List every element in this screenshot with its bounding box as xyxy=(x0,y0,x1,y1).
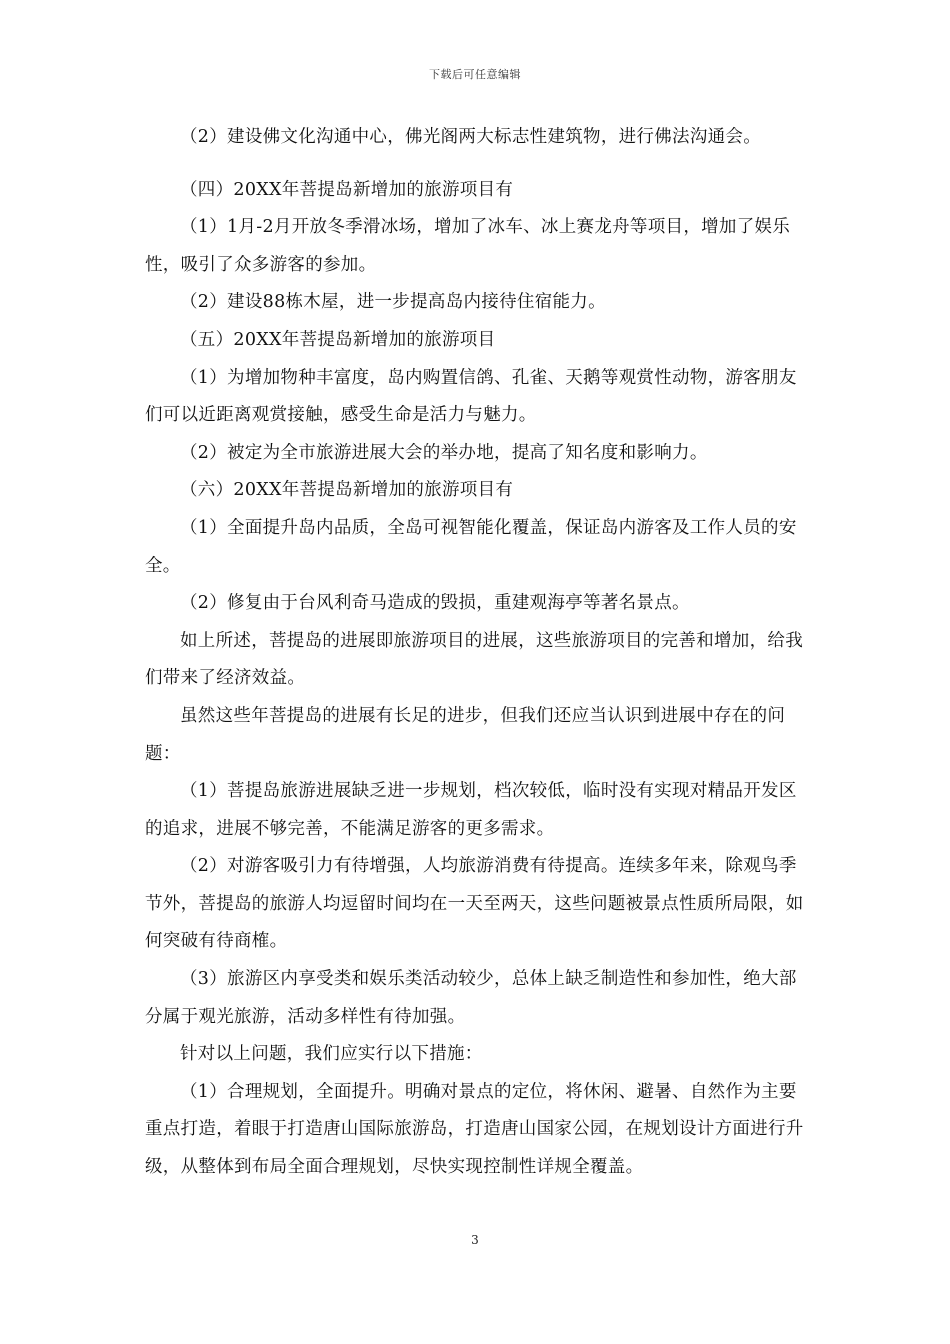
page-header: 下载后可任意编辑 xyxy=(429,68,521,81)
page-number: 3 xyxy=(471,1233,479,1247)
paragraph: （1）菩提岛旅游进展缺乏进一步规划，档次较低，临时没有实现对精品开发区的追求，进展不够完善，不能满足游客的更多需求。 xyxy=(145,781,797,839)
paragraph: （1）为增加物种丰富度，岛内购置信鸽、孔雀、天鹅等观赏性动物，游客朋友们可以近距离观赏接触，感受生命是活力与魅力。 xyxy=(145,367,797,426)
paragraph: （1）1月-2月开放冬季滑冰场，增加了冰车、冰上赛龙舟等项目，增加了娱乐性，吸引了众多游客的参加。 xyxy=(145,217,791,275)
document-body xyxy=(145,119,813,1187)
section-heading: （六）20XX年菩提岛新增加的旅游项目有 xyxy=(180,480,514,501)
paragraph: 如上所述，菩提岛的进展即旅游项目的进展，这些旅游项目的完善和增加，给我们带来了经济效益。 xyxy=(145,630,803,689)
paragraph: （2）对游客吸引力有待增强，人均旅游消费有待提高。连续多年来，除观鸟季节外，菩提岛的旅游人均逗留时间均在一天至两天，这些问题被景点性质所局限，如何突破有待商榷。 xyxy=(145,856,804,952)
paragraph: （2）被定为全市旅游进展大会的举办地，提高了知名度和影响力。 xyxy=(180,442,708,463)
paragraph: 虽然这些年菩提岛的进展有长足的进步，但我们还应当认识到进展中存在的问题： xyxy=(145,705,786,764)
paragraph-gap xyxy=(145,157,813,172)
paragraph: （3）旅游区内享受类和娱乐类活动较少，总体上缺乏制造性和参加性，绝大部分属于观光旅游，活动多样性有待加强。 xyxy=(145,969,797,1027)
paragraph: （2）修复由于台风利奇马造成的毁损，重建观海亭等著名景点。 xyxy=(180,593,690,614)
section-heading: （四）20XX年菩提岛新增加的旅游项目有 xyxy=(180,179,514,200)
section-heading: （五）20XX年菩提岛新增加的旅游项目 xyxy=(180,329,496,350)
paragraph: （1）合理规划，全面提升。明确对景点的定位，将休闲、避暑、自然作为主要重点打造，着眼于打造唐山国际旅游岛，打造唐山国家公园，在规划设计方面进行升级，从整体到布局全面合理规划，尽快实现控制性详规全覆盖。 xyxy=(145,1081,804,1178)
paragraph: （1）全面提升岛内品质，全岛可视智能化覆盖，保证岛内游客及工作人员的安全。 xyxy=(145,517,797,576)
paragraph: （2）建设佛文化沟通中心，佛光阁两大标志性建筑物，进行佛法沟通会。 xyxy=(180,127,762,147)
paragraph: （2）建设88栋木屋，进一步提高岛内接待住宿能力。 xyxy=(180,292,606,313)
paragraph: 针对以上问题，我们应实行以下措施： xyxy=(180,1044,483,1065)
